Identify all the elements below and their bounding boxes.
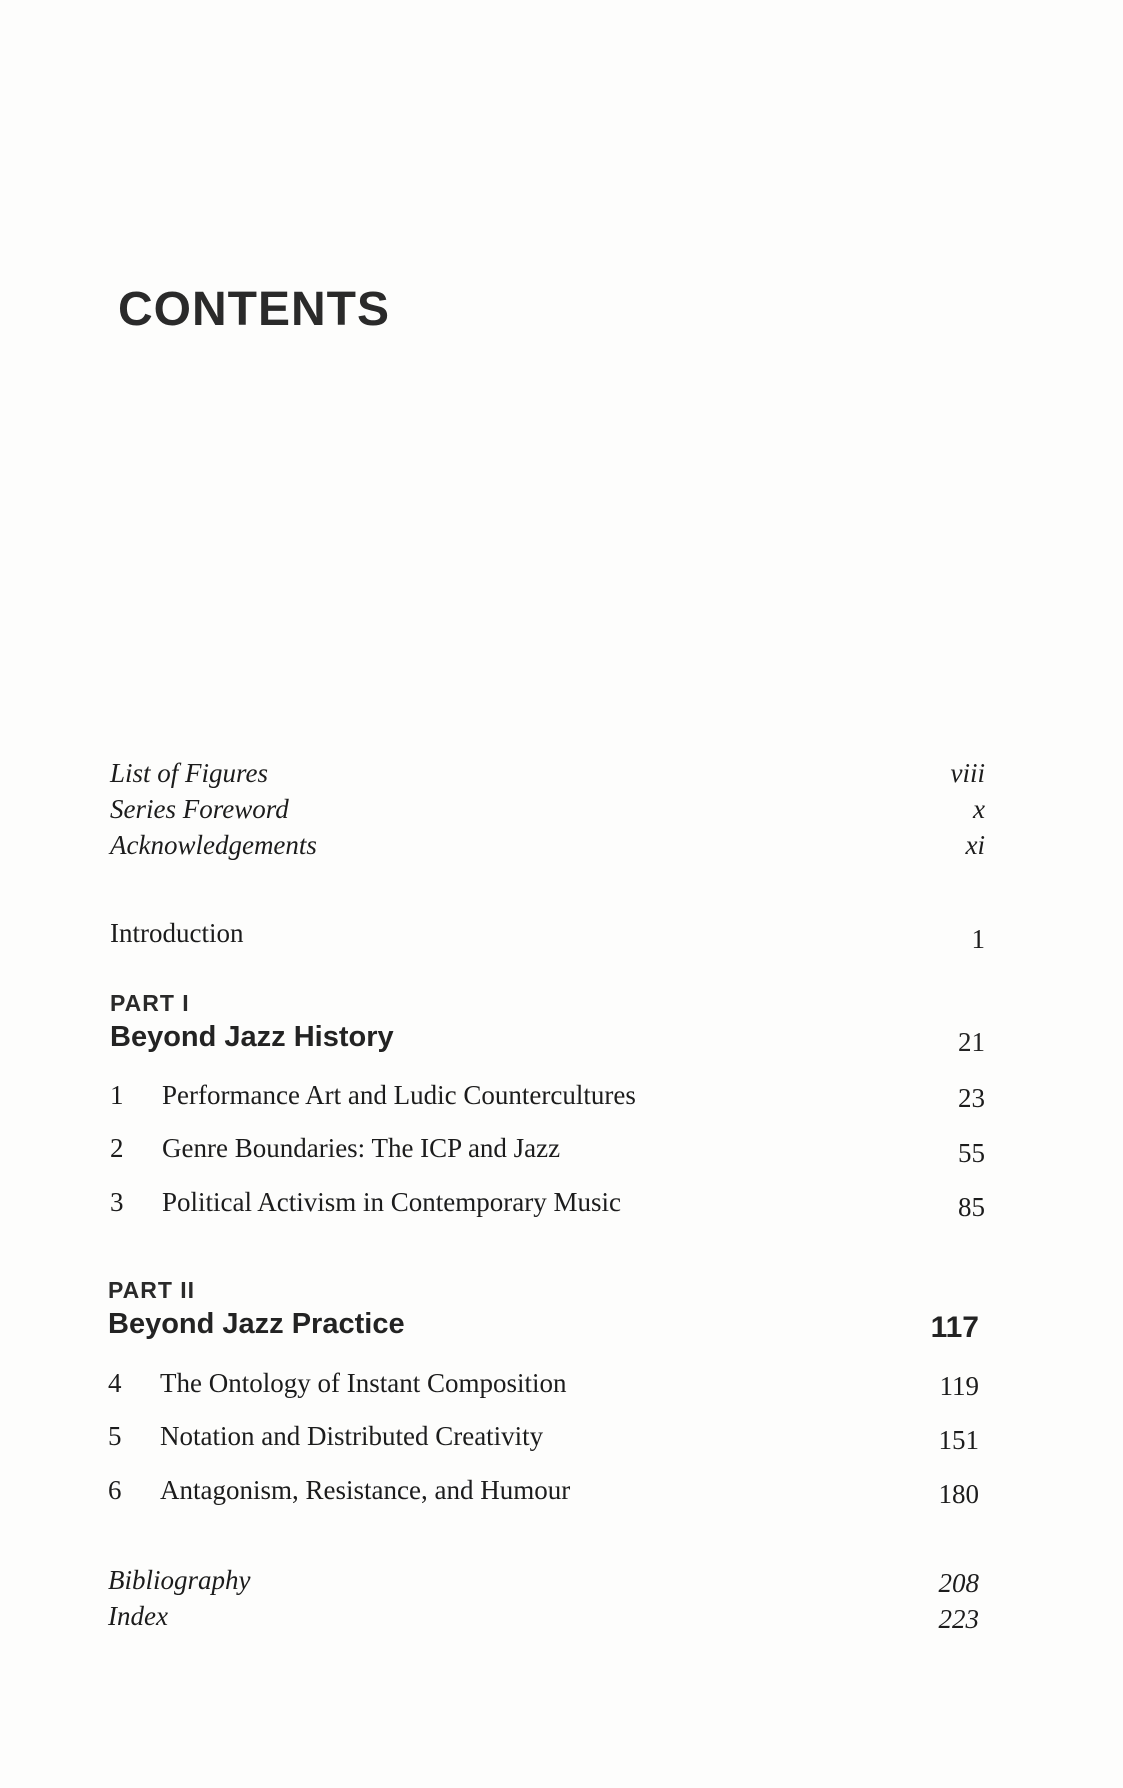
toc-entry-page: viii: [950, 758, 985, 788]
toc-entry-page: 119: [939, 1371, 979, 1401]
chapter-number: 3: [110, 1187, 124, 1217]
part-title: Beyond Jazz History: [110, 1021, 394, 1053]
chapter-title: Political Activism in Contemporary Music: [162, 1187, 621, 1217]
part-title: Beyond Jazz Practice: [108, 1308, 405, 1340]
toc-entry-page: 85: [958, 1192, 985, 1222]
chapter-number: 1: [110, 1080, 124, 1110]
page-title: CONTENTS: [118, 283, 390, 336]
chapter-title: Notation and Distributed Creativity: [160, 1421, 544, 1451]
toc-entry-page: 1: [971, 924, 985, 954]
part-label: PART I: [110, 990, 190, 1016]
chapter-title: Antagonism, Resistance, and Humour: [160, 1475, 571, 1505]
toc-entry-title: Index: [108, 1601, 168, 1631]
toc-entry-title: Bibliography: [108, 1565, 251, 1595]
toc-entry-page: 55: [958, 1138, 985, 1168]
toc-entry-page: xi: [965, 830, 985, 860]
chapter-number: 2: [110, 1133, 124, 1163]
toc-entry-page: 180: [938, 1479, 979, 1509]
toc-entry-title: Series Foreword: [110, 794, 289, 824]
chapter-number: 6: [108, 1475, 122, 1505]
toc-entry-page: 21: [958, 1027, 985, 1057]
chapter-title: Genre Boundaries: The ICP and Jazz: [162, 1133, 561, 1163]
toc-entry-title: Introduction: [110, 918, 244, 948]
toc-entry-title: List of Figures: [110, 758, 269, 788]
toc-entry-title: Acknowledgements: [110, 830, 317, 860]
toc-entry-page: 117: [930, 1311, 979, 1344]
chapter-title: The Ontology of Instant Composition: [160, 1368, 567, 1398]
chapter-title: Performance Art and Ludic Countercultures: [162, 1080, 636, 1110]
part-label: PART II: [108, 1277, 196, 1303]
toc-entry-page: x: [973, 794, 985, 824]
toc-entry-page: 208: [938, 1568, 979, 1598]
chapter-number: 4: [108, 1368, 122, 1398]
chapter-number: 5: [108, 1421, 122, 1451]
toc-entry-page: 23: [958, 1083, 985, 1113]
toc-entry-page: 223: [938, 1604, 979, 1634]
toc-entry-page: 151: [938, 1425, 979, 1455]
